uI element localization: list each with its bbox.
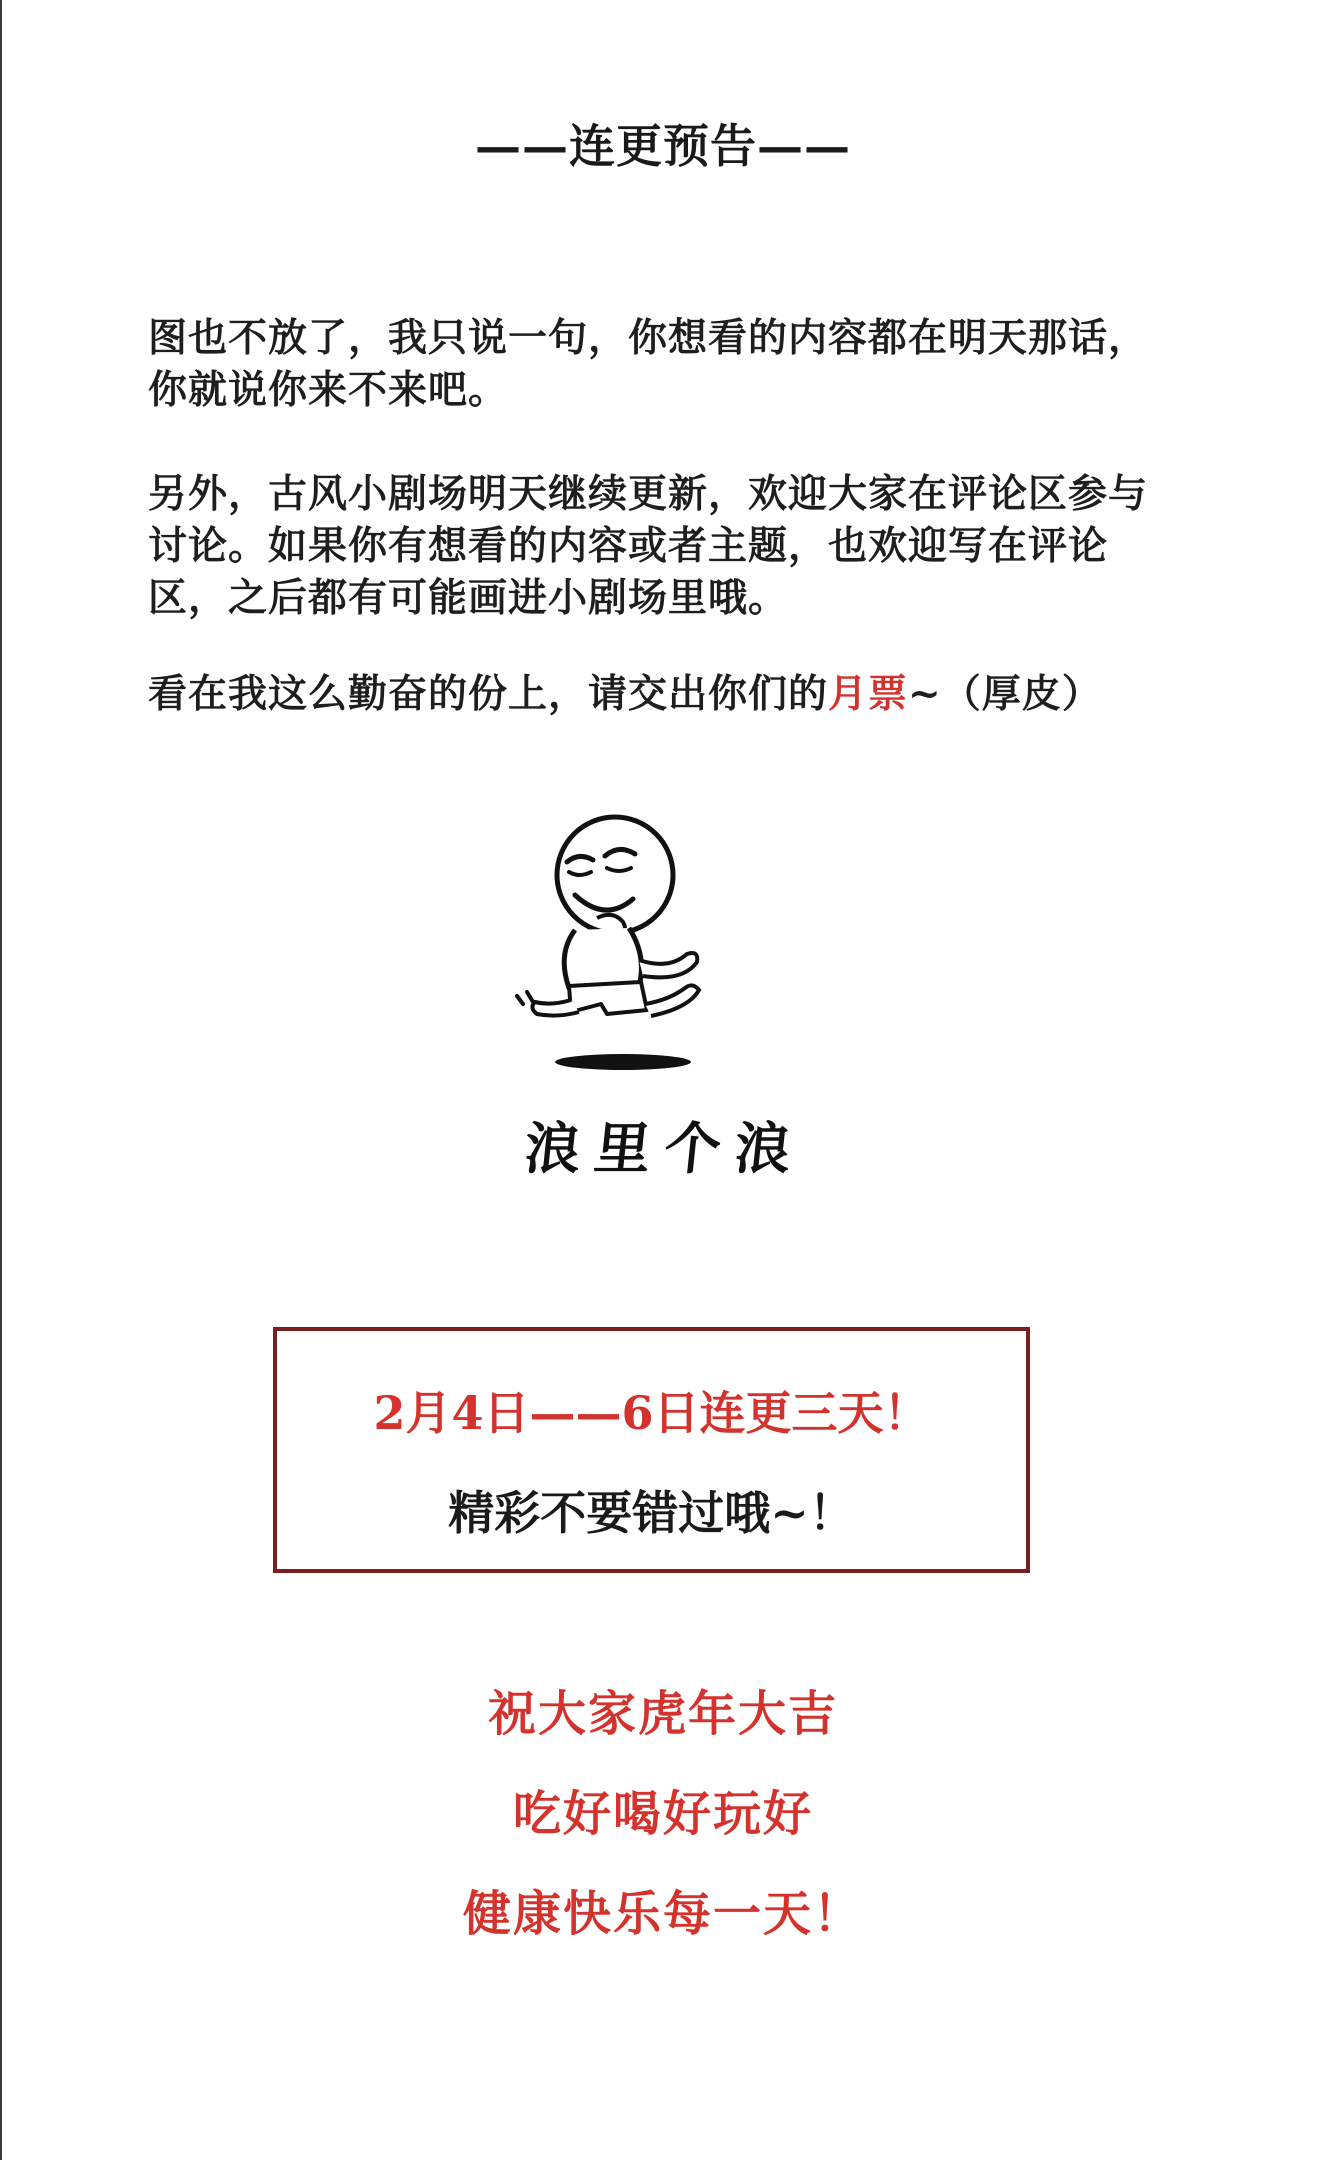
schedule-dates: 2月4日——6日连更三天！ (373, 1386, 930, 1440)
schedule-tagline: 精彩不要错过哦~！ (448, 1486, 855, 1540)
paragraph-theater-update: 另外，古风小剧场明天继续更新，欢迎大家在评论区参与讨论。如果你有想看的内容或者主题，也欢迎写在评论区，之后都有可能画进小剧场里哦。 (148, 471, 1149, 621)
greeting-line-1: 祝大家虎年大吉 (487, 1686, 838, 1742)
page-title: ——连更预告—— (475, 119, 851, 173)
greeting-line-3: 健康快乐每一天！ (462, 1886, 863, 1942)
paragraph-monthly-ticket (148, 668, 1178, 720)
paragraph-monthly-ticket-text: 看在我这么勤奋的份上，请交出你们的 (148, 671, 829, 717)
paragraph-monthly-ticket-tail: ~（厚皮） (908, 671, 1102, 717)
sticker-caption: 浪里个浪 (521, 1117, 808, 1182)
greeting-line-2: 吃好喝好玩好 (512, 1786, 813, 1842)
paragraph-intro: 图也不放了，我只说一句，你想看的内容都在明天那话，你就说你来不来吧。 (148, 315, 1149, 413)
monthly-ticket-highlight: 月票 (828, 671, 909, 717)
schedule-notice-box (273, 1327, 1030, 1573)
